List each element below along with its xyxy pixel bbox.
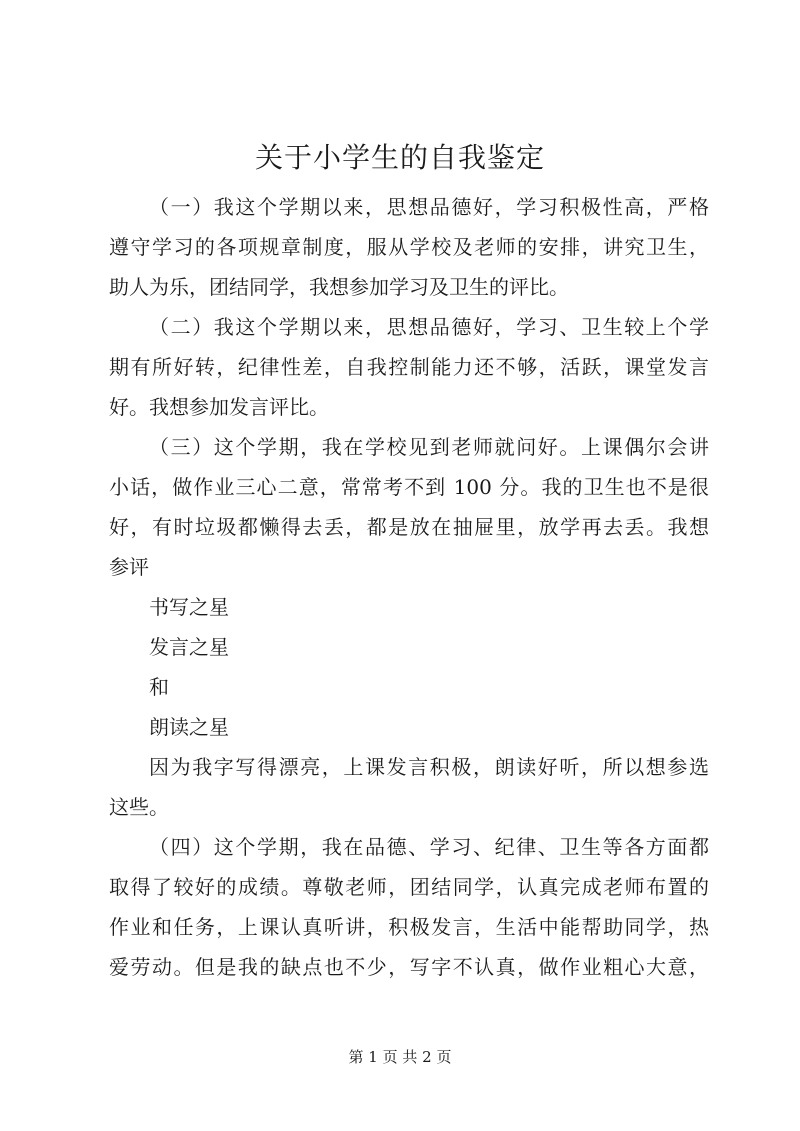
paragraph-2-line-1: （二）我这个学期以来，思想品德好，学习、卫生较上个学 [149, 315, 709, 339]
award-item-reading-star: 朗读之星 [149, 715, 229, 739]
paragraph-4-line-1: 因为我字写得漂亮，上课发言积极，朗读好听，所以想参选 [149, 755, 709, 779]
award-item-conjunction: 和 [149, 675, 169, 699]
paragraph-1-line-3: 助人为乐，团结同学，我想参加学习及卫生的评比。 [109, 275, 569, 299]
paragraph-3-line-1: （三）这个学期，我在学校见到老师就问好。上课偶尔会讲 [149, 435, 709, 459]
paragraph-2-line-2: 期有所好转，纪律性差，自我控制能力还不够，活跃，课堂发言 [109, 355, 709, 379]
paragraph-3-line-3: 好，有时垃圾都懒得去丢，都是放在抽屉里，放学再去丢。我想 [109, 515, 709, 539]
paragraph-3-line-2: 小话，做作业三心二意，常常考不到 100 分。我的卫生也不是很 [109, 475, 709, 499]
page-number-footer: 第 1 页 共 2 页 [348, 1048, 452, 1066]
paragraph-2-line-3: 好。我想参加发言评比。 [109, 395, 329, 419]
paragraph-5-line-2: 取得了较好的成绩。尊敬老师，团结同学，认真完成老师布置的 [109, 875, 709, 899]
award-item-speaking-star: 发言之星 [149, 635, 229, 659]
paragraph-3-line-4: 参评 [109, 555, 149, 579]
paragraph-5-line-3: 作业和任务，上课认真听讲，积极发言，生活中能帮助同学，热 [109, 915, 709, 939]
paragraph-5-line-4: 爱劳动。但是我的缺点也不少，写字不认真，做作业粗心大意， [109, 955, 709, 979]
paragraph-4-line-2: 这些。 [109, 795, 169, 819]
document-title: 关于小学生的自我鉴定 [254, 141, 545, 174]
paragraph-1-line-2: 遵守学习的各项规章制度，服从学校及老师的安排，讲究卫生， [109, 235, 709, 259]
paragraph-5-line-1: （四）这个学期，我在品德、学习、纪律、卫生等各方面都 [149, 835, 709, 859]
paragraph-1-line-1: （一）我这个学期以来，思想品德好，学习积极性高，严格 [149, 195, 709, 219]
award-item-writing-star: 书写之星 [149, 595, 229, 619]
